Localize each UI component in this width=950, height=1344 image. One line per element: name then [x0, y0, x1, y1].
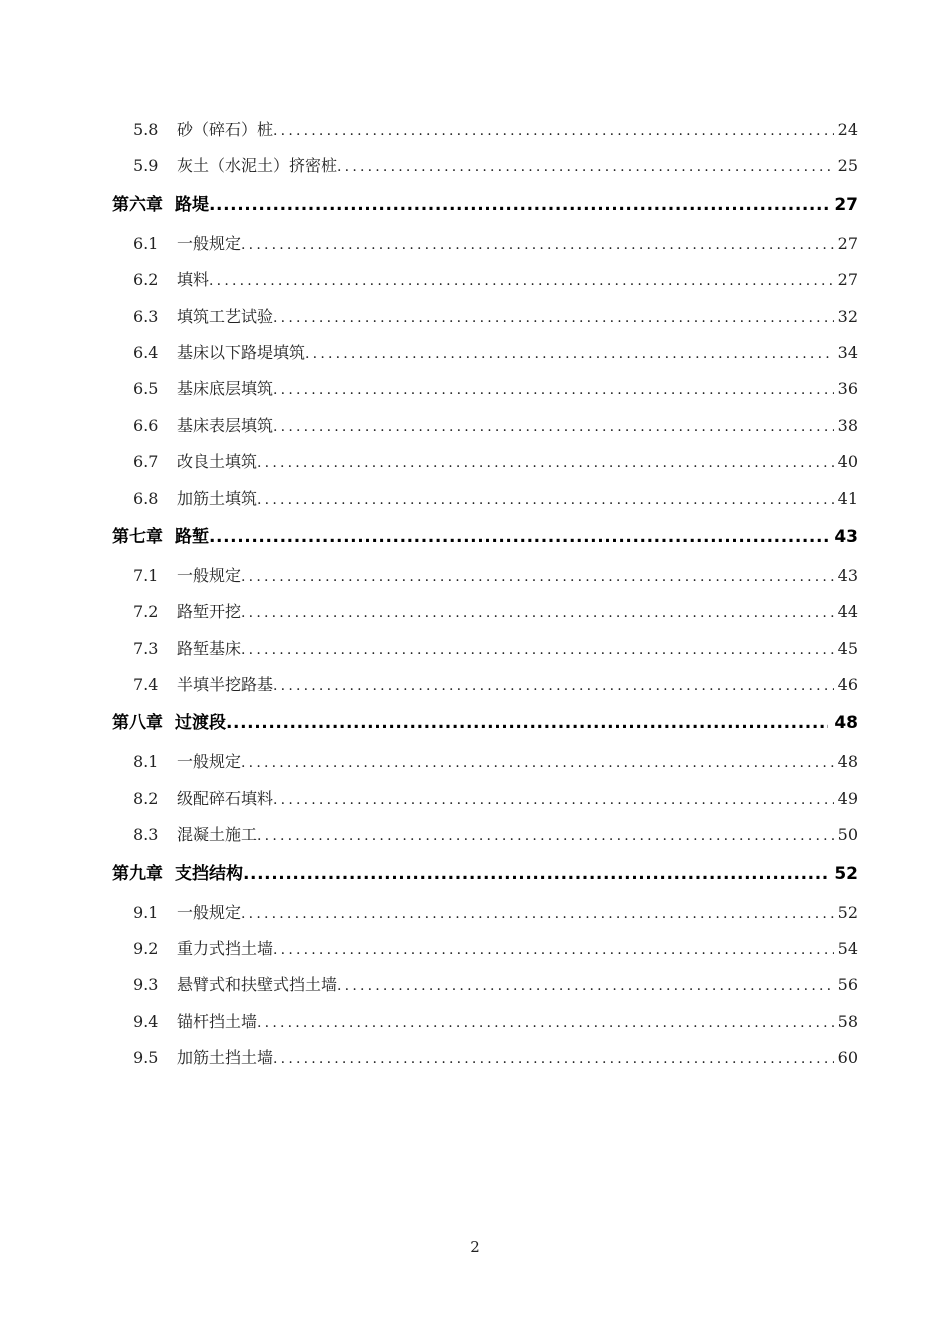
toc-entry-page: 45 — [837, 638, 858, 658]
toc-entry-title: 一般规定 — [177, 233, 242, 253]
toc-entry-number: 8.2 — [133, 788, 159, 808]
toc-entry-page: 54 — [837, 939, 858, 959]
toc-chapter-entry[interactable] — [112, 855, 858, 893]
toc-entry-page: 48 — [834, 713, 858, 734]
toc-chapter-entry[interactable] — [112, 518, 858, 556]
toc-leader-dots — [273, 372, 834, 407]
toc-entry-page: 25 — [837, 156, 858, 176]
toc-entry-page: 60 — [837, 1048, 858, 1068]
toc-leader-dots — [273, 932, 834, 967]
toc-entry-page: 43 — [834, 526, 858, 547]
toc-entry-title: 过渡段 — [175, 713, 226, 734]
toc-leader-dots — [241, 896, 834, 931]
toc-entry-number: 6.8 — [133, 488, 159, 508]
toc-entry-number: 6.2 — [133, 270, 159, 290]
toc-leader-dots — [257, 445, 834, 480]
toc-section-entry[interactable] — [112, 817, 858, 853]
toc-leader-dots — [226, 704, 828, 742]
toc-entry-page: 52 — [834, 863, 858, 884]
toc-entry-number: 8.1 — [133, 752, 159, 772]
toc-entry-title: 基床以下路堤填筑 — [177, 342, 306, 362]
toc-entry-page: 27 — [834, 194, 858, 215]
toc-section-entry[interactable] — [112, 1040, 858, 1076]
toc-entry-page: 36 — [837, 379, 858, 399]
toc-entry-page: 50 — [837, 825, 858, 845]
toc-entry-number: 9.2 — [133, 939, 159, 959]
toc-entry-page: 34 — [837, 342, 858, 362]
toc-leader-dots — [257, 1005, 834, 1040]
toc-entry-title: 半填半挖路基 — [177, 675, 274, 695]
toc-entry-number: 第八章 — [112, 713, 163, 734]
toc-leader-dots — [337, 149, 834, 184]
toc-entry-title: 重力式挡土墙 — [177, 939, 274, 959]
toc-leader-dots — [257, 482, 834, 517]
page-number-footer: 2 — [470, 1238, 480, 1256]
toc-section-entry[interactable] — [112, 1004, 858, 1040]
toc-entry-page: 27 — [837, 233, 858, 253]
toc-leader-dots — [209, 186, 828, 224]
toc-leader-dots — [257, 818, 834, 853]
toc-entry-page: 48 — [837, 752, 858, 772]
toc-leader-dots — [241, 745, 834, 780]
toc-leader-dots — [209, 263, 834, 298]
toc-leader-dots — [337, 968, 834, 1003]
toc-entry-page: 58 — [837, 1011, 858, 1031]
toc-entry-number: 6.7 — [133, 452, 159, 472]
toc-entry-number: 7.4 — [133, 675, 159, 695]
toc-section-entry[interactable] — [112, 408, 858, 444]
toc-entry-title: 路堑开挖 — [177, 602, 242, 622]
toc-entry-title: 基床底层填筑 — [177, 379, 274, 399]
toc-entry-number: 7.3 — [133, 638, 159, 658]
toc-entry-title: 灰土（水泥土）挤密桩 — [177, 156, 338, 176]
toc-entry-number: 第七章 — [112, 526, 163, 547]
toc-entry-number: 5.8 — [133, 120, 159, 139]
toc-entry-number: 6.4 — [133, 342, 159, 362]
toc-section-entry[interactable] — [112, 262, 858, 298]
toc-section-entry[interactable] — [112, 781, 858, 817]
toc-entry-number: 6.3 — [133, 306, 159, 326]
toc-entry-title: 加筋土挡土墙 — [177, 1048, 274, 1068]
toc-section-entry[interactable] — [112, 594, 858, 630]
toc-entry-title: 一般规定 — [177, 565, 242, 585]
toc-entry-number: 第九章 — [112, 863, 163, 884]
toc-section-entry[interactable] — [112, 226, 858, 262]
toc-leader-dots — [273, 409, 834, 444]
toc-entry-number: 9.3 — [133, 975, 159, 995]
toc-entry-page: 27 — [837, 270, 858, 290]
toc-entry-page: 41 — [837, 488, 858, 508]
toc-entry-title: 填筑工艺试验 — [177, 306, 274, 326]
toc-entry-page: 52 — [837, 902, 858, 922]
toc-leader-dots — [209, 518, 828, 556]
toc-entry-number: 6.1 — [133, 233, 159, 253]
toc-leader-dots — [273, 782, 834, 817]
toc-section-entry[interactable] — [112, 931, 858, 967]
toc-entry-title: 一般规定 — [177, 902, 242, 922]
toc-leader-dots — [241, 595, 834, 630]
toc-section-entry[interactable] — [112, 371, 858, 407]
toc-entry-title: 路堑 — [175, 526, 209, 547]
toc-entry-number: 第六章 — [112, 194, 163, 215]
toc-entry-title: 改良土填筑 — [177, 452, 258, 472]
toc-leader-dots — [241, 227, 834, 262]
toc-entry-title: 路堑基床 — [177, 638, 242, 658]
table-of-contents — [112, 112, 858, 1077]
toc-entry-number: 8.3 — [133, 825, 159, 845]
toc-section-entry[interactable] — [112, 112, 858, 148]
toc-leader-dots — [273, 113, 834, 148]
toc-leader-dots — [241, 632, 834, 667]
toc-entry-title: 锚杆挡土墙 — [177, 1011, 258, 1031]
toc-leader-dots — [243, 855, 828, 893]
toc-entry-page: 32 — [837, 306, 858, 326]
toc-entry-title: 加筋土填筑 — [177, 488, 258, 508]
toc-section-entry[interactable] — [112, 631, 858, 667]
toc-leader-dots — [305, 336, 834, 371]
toc-entry-title: 砂（碎石）桩 — [177, 120, 274, 139]
toc-entry-page: 44 — [837, 602, 858, 622]
toc-entry-number: 5.9 — [133, 156, 159, 176]
toc-entry-page: 56 — [837, 975, 858, 995]
toc-entry-title: 混凝土施工 — [177, 825, 258, 845]
toc-leader-dots — [273, 668, 834, 703]
toc-section-entry[interactable] — [112, 558, 858, 594]
toc-entry-number: 7.1 — [133, 565, 159, 585]
toc-section-entry[interactable] — [112, 148, 858, 184]
toc-section-entry[interactable] — [112, 299, 858, 335]
toc-chapter-entry[interactable] — [112, 186, 858, 224]
toc-entry-title: 级配碎石填料 — [177, 788, 274, 808]
toc-entry-title: 填料 — [177, 270, 210, 290]
toc-entry-number: 6.6 — [133, 415, 159, 435]
toc-entry-title: 悬臂式和扶壁式挡土墙 — [177, 975, 338, 995]
toc-entry-number: 9.1 — [133, 902, 159, 922]
toc-entry-page: 38 — [837, 415, 858, 435]
toc-entry-number: 6.5 — [133, 379, 159, 399]
toc-section-entry[interactable] — [112, 667, 858, 703]
toc-entry-number: 9.4 — [133, 1011, 159, 1031]
toc-entry-title: 一般规定 — [177, 752, 242, 772]
toc-entry-page: 24 — [837, 120, 858, 139]
toc-section-entry[interactable] — [112, 895, 858, 931]
toc-entry-number: 9.5 — [133, 1048, 159, 1068]
toc-section-entry[interactable] — [112, 481, 858, 517]
toc-section-entry[interactable] — [112, 444, 858, 480]
toc-entry-page: 49 — [837, 788, 858, 808]
toc-entry-page: 43 — [837, 565, 858, 585]
toc-entry-title: 基床表层填筑 — [177, 415, 274, 435]
toc-leader-dots — [241, 559, 834, 594]
toc-entry-page: 46 — [837, 675, 858, 695]
toc-leader-dots — [273, 300, 834, 335]
toc-section-entry[interactable] — [112, 744, 858, 780]
toc-leader-dots — [273, 1041, 834, 1076]
toc-entry-page: 40 — [837, 452, 858, 472]
toc-section-entry[interactable] — [112, 967, 858, 1003]
toc-section-entry[interactable] — [112, 335, 858, 371]
toc-entry-title: 支挡结构 — [175, 863, 243, 884]
toc-entry-title: 路堤 — [175, 194, 209, 215]
toc-chapter-entry[interactable] — [112, 704, 858, 742]
toc-entry-number: 7.2 — [133, 602, 159, 622]
